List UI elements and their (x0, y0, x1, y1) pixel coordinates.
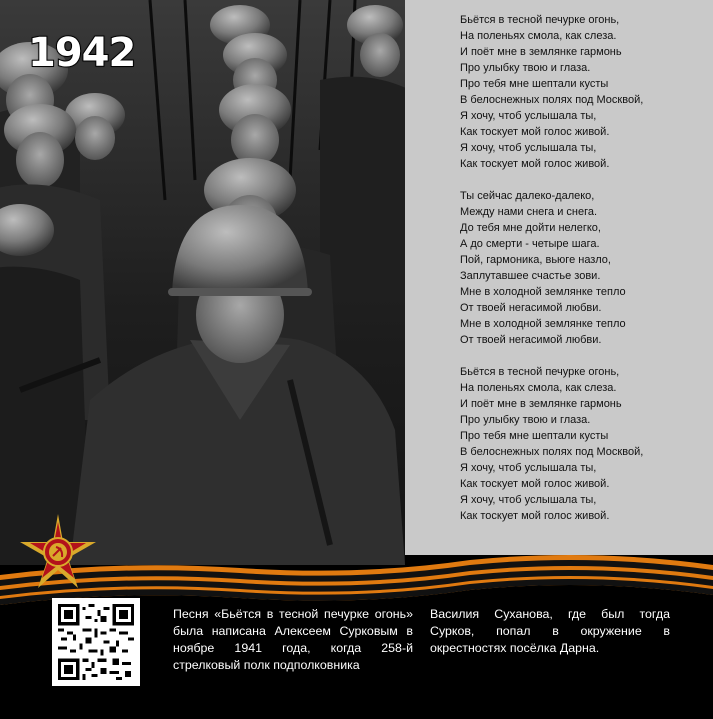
lyrics-line: Я хочу, чтоб услышала ты, (460, 462, 597, 474)
lyrics-line: В белоснежных полях под Москвой, (460, 446, 644, 458)
lyrics-stanza (460, 12, 710, 172)
lyrics-line: Мне в холодной землянке тепло (460, 286, 626, 298)
st-george-ribbon (0, 520, 713, 610)
lyrics-panel (405, 0, 713, 555)
lyrics-line: Как тоскует мой голос живой. (460, 478, 610, 490)
soldiers-illustration (0, 0, 405, 565)
lyrics-line: Заплутавшее счастье зови. (460, 270, 601, 282)
lyrics-line: На поленьях смола, как слеза. (460, 382, 617, 394)
lyrics-line: Бьётся в тесной печурке огонь, (460, 14, 620, 26)
lyrics-line: Мне в холодной землянке тепло (460, 318, 626, 330)
story-text-right: Василия Суханова, где был тогда Сурков, попал в окружение в окрестностях посёлка Дарна. (430, 607, 670, 655)
qr-code[interactable] (52, 598, 140, 686)
soldiers-photo (0, 0, 405, 565)
lyrics-line: Про улыбку твою и глаза. (460, 62, 591, 74)
lyrics-stanza (460, 188, 710, 348)
lyrics-line: От твоей негасимой любви. (460, 334, 602, 346)
lyrics-line: Как тоскует мой голос живой. (460, 126, 610, 138)
lyrics-line: Пой, гармоника, вьюге назло, (460, 254, 611, 266)
lyrics-line: Бьётся в тесной печурке огонь, (460, 366, 620, 378)
lyrics-line: Между нами снега и снега. (460, 206, 598, 218)
lyrics-line: От твоей негасимой любви. (460, 302, 602, 314)
lyrics-stanza (460, 364, 710, 524)
year-label: 1942 (28, 30, 136, 76)
lyrics-line: Ты сейчас далеко-далеко, (460, 190, 595, 202)
lyrics-line: Я хочу, чтоб услышала ты, (460, 142, 597, 154)
lyrics-line: Про тебя мне шептали кусты (460, 430, 609, 442)
lyrics-line: Как тоскует мой голос живой. (460, 510, 610, 522)
lyrics-line: На поленьях смола, как слеза. (460, 30, 617, 42)
lyrics-line: Как тоскует мой голос живой. (460, 158, 610, 170)
lyrics-line: В белоснежных полях под Москвой, (460, 94, 644, 106)
lyrics-line: И поёт мне в землянке гармонь (460, 46, 622, 58)
lyrics-line: Про тебя мне шептали кусты (460, 78, 609, 90)
song-lyrics (460, 12, 710, 540)
order-of-patriotic-war-icon (18, 512, 98, 592)
lyrics-line: И поёт мне в землянке гармонь (460, 398, 622, 410)
story-text-left: Песня «Бьётся в тесной печурке огонь» была написана Алексеем Сурковым в ноябре 1941 года, когда 258-й стрелковый полк подполковника (173, 607, 413, 672)
lyrics-line: А до смерти - четыре шага. (460, 238, 600, 250)
lyrics-line: До тебя мне дойти нелегко, (460, 222, 601, 234)
lyrics-line: Про улыбку твою и глаза. (460, 414, 591, 426)
lyrics-line: Я хочу, чтоб услышала ты, (460, 494, 597, 506)
qr-code-icon (58, 604, 134, 680)
lyrics-line: Я хочу, чтоб услышала ты, (460, 110, 597, 122)
